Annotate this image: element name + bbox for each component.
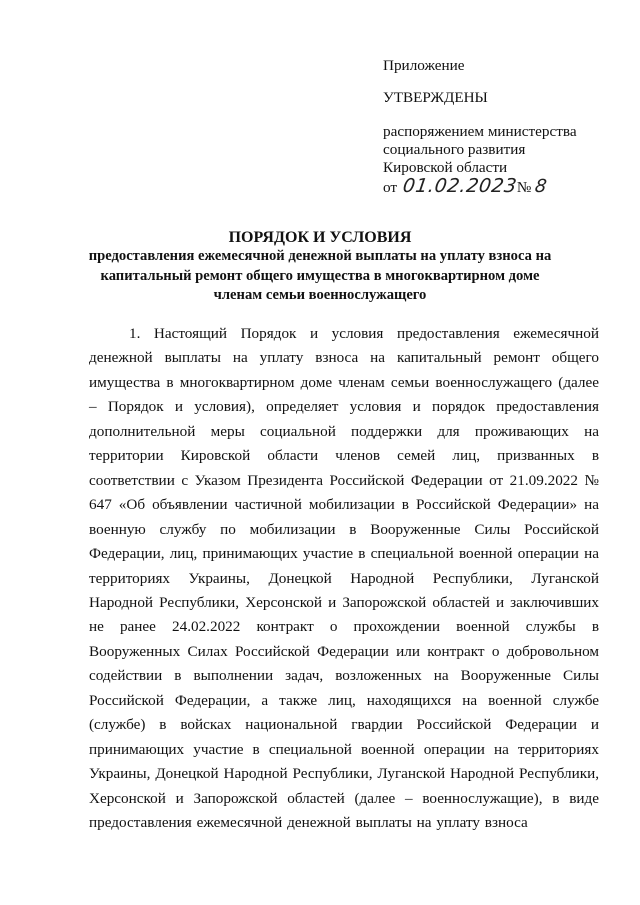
appendix-label: Приложение bbox=[383, 57, 465, 74]
order-date-row bbox=[383, 177, 623, 197]
handwritten-number: 8 bbox=[533, 176, 549, 197]
document-title: ПОРЯДОК И УСЛОВИЯ bbox=[228, 229, 412, 246]
order-line-3: Кировской области bbox=[383, 159, 508, 176]
appendix-block bbox=[383, 57, 623, 197]
order-line-2: социального развития bbox=[383, 141, 526, 158]
paragraph-1: 1. Настоящий Порядок и условия предоставления ежемесячной денежной выплаты на уплату взноса на капитальный ремонт общего имущества в многоквартирном доме членам семьи военнослужащего (далее – Порядок и условия), определяет условия и порядок предоставления дополнительной меры социальной поддержки для проживающих на территории Кировской области членов семей лиц, призванных в соответствии с Указом Президента Российской Федерации от 21.09.2022 № 647 «Об объявлении частичной мобилизации в Российской Федерации» на военную службу по мобилизации в Вооруженные Силы Российской Федерации, лиц, принимающих участие в специальной военной операции на территориях Украины, Донецкой Народной Республики, Луганской Народной Республики, Херсонской и Запорожской областей и заключивших не ранее 24.02.2022 контракт о прохождении военной службы в Вооруженных Силах Российской Федерации или контракт о добровольном содействии в выполнении задач, возложенных на Вооруженные Силы Российской Федерации, а также лиц, находящихся на военной службе (службе) в войсках национальной гвардии Российской Федерации и принимающих участие в специальной военной операции на территориях Украины, Донецкой Народной Республики, Луганской Народной Республики, Херсонской и Запорожской областей (далее – военнослужащие), в виде предоставления ежемесячной денежной выплаты на уплату взноса bbox=[89, 325, 599, 832]
document-subtitle: предоставления ежемесячной денежной выплаты на уплату взноса на капитальный ремонт общего имущества в многоквартирном доме членам семьи военнослужащего bbox=[88, 248, 552, 303]
number-sign: № bbox=[516, 179, 532, 196]
order-line-1: распоряжением министерства bbox=[383, 123, 577, 140]
approved-label: УТВЕРЖДЕНЫ bbox=[383, 89, 488, 106]
date-prefix: от bbox=[383, 179, 398, 196]
handwritten-date: 01.02.2023 bbox=[401, 175, 519, 197]
